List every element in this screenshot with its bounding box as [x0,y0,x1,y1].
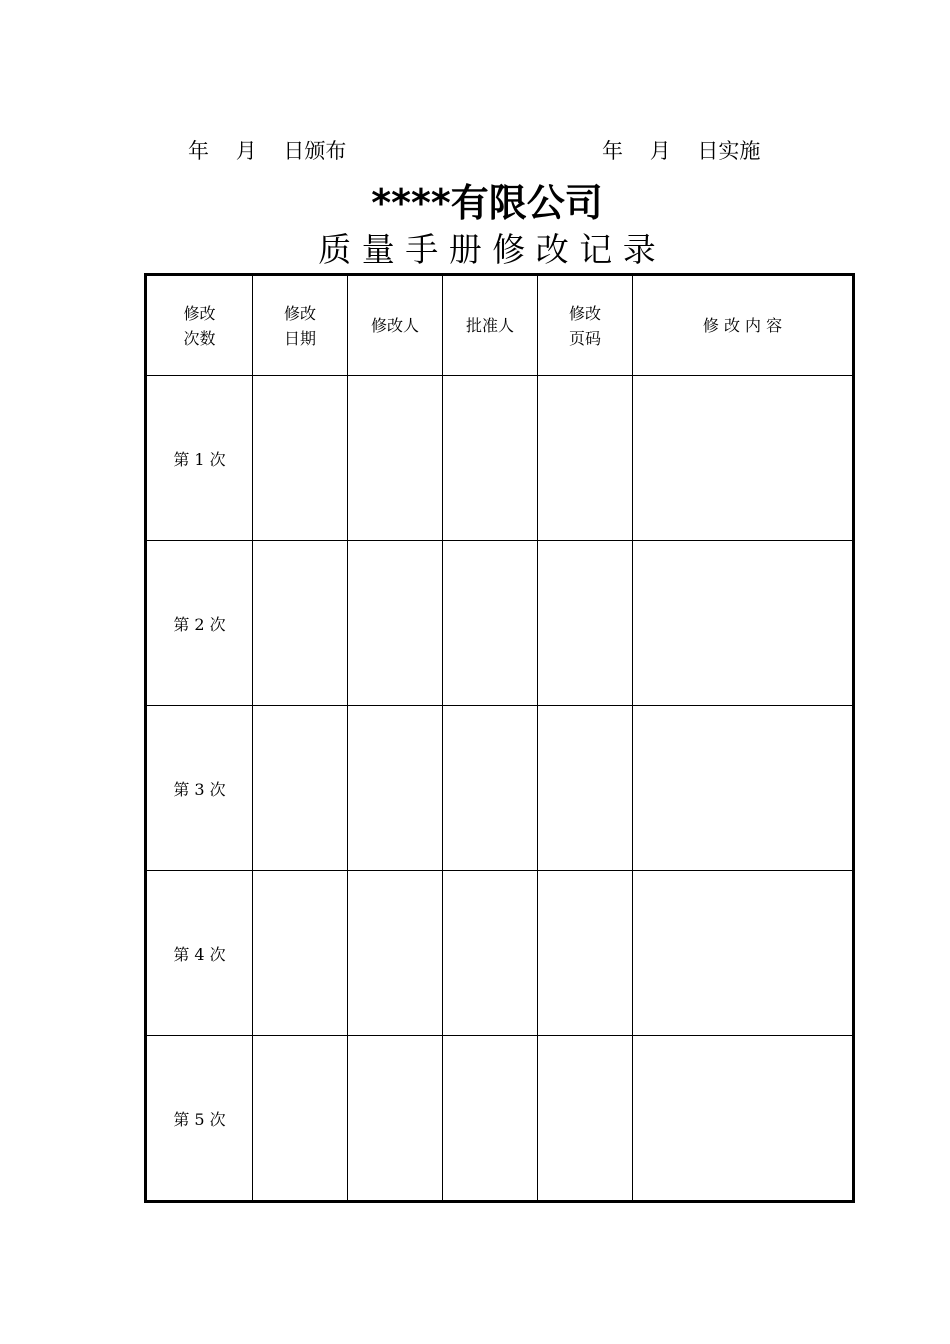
header-line: 次数 [183,328,216,348]
revision-round-label: 第 5 次 [146,1036,253,1202]
revision-round-label: 第 4 次 [146,871,253,1036]
revision-content-cell[interactable] [633,541,854,706]
revised-pages-cell[interactable] [538,1036,633,1202]
revision-date-cell[interactable] [253,541,348,706]
reviser-cell[interactable] [348,1036,443,1202]
revised-pages-cell[interactable] [538,376,633,541]
revision-record-table [144,273,855,1203]
company-title: ****有限公司 [371,181,603,225]
reviser-cell[interactable] [348,871,443,1036]
approver-cell[interactable] [443,1036,538,1202]
header-line: 页码 [568,328,601,348]
revision-date-cell[interactable] [253,871,348,1036]
header-revised-pages [538,275,633,376]
approver-cell[interactable] [443,871,538,1036]
approver-cell[interactable] [443,541,538,706]
approver-cell[interactable] [443,376,538,541]
header-line: 修改 [283,303,316,323]
effective-date: 年 月 日实施 [602,139,761,163]
table-row [146,376,854,541]
header-reviser [348,275,443,376]
revised-pages-cell[interactable] [538,706,633,871]
approver-cell[interactable] [443,706,538,871]
revision-round-label: 第 3 次 [146,706,253,871]
revision-content-cell[interactable] [633,1036,854,1202]
revised-pages-cell[interactable] [538,541,633,706]
reviser-cell[interactable] [348,376,443,541]
table-row [146,706,854,871]
header-line: 修改 [183,303,216,323]
table-row [146,871,854,1036]
header-line: 批准人 [465,316,514,335]
reviser-cell[interactable] [348,541,443,706]
header-revision-content [633,275,854,376]
revision-date-cell[interactable] [253,1036,348,1202]
header-line: 修改 [568,303,601,323]
header-revision-count [146,275,253,376]
revision-content-cell[interactable] [633,376,854,541]
header-revision-date [253,275,348,376]
revision-date-cell[interactable] [253,376,348,541]
document-title: 质 量 手 册 修 改 记 录 [318,230,656,269]
revision-content-cell[interactable] [633,706,854,871]
revision-content-cell[interactable] [633,871,854,1036]
revised-pages-cell[interactable] [538,871,633,1036]
revision-round-label: 第 1 次 [146,376,253,541]
header-row [146,275,854,376]
reviser-cell[interactable] [348,706,443,871]
header-approver [443,275,538,376]
header-line: 修 改 内 容 [702,316,783,335]
table-row [146,541,854,706]
revision-date-cell[interactable] [253,706,348,871]
issue-date: 年 月 日颁布 [188,139,347,163]
revision-round-label: 第 2 次 [146,541,253,706]
header-line: 修改人 [370,316,419,335]
table-row [146,1036,854,1202]
header-line: 日期 [283,328,316,348]
